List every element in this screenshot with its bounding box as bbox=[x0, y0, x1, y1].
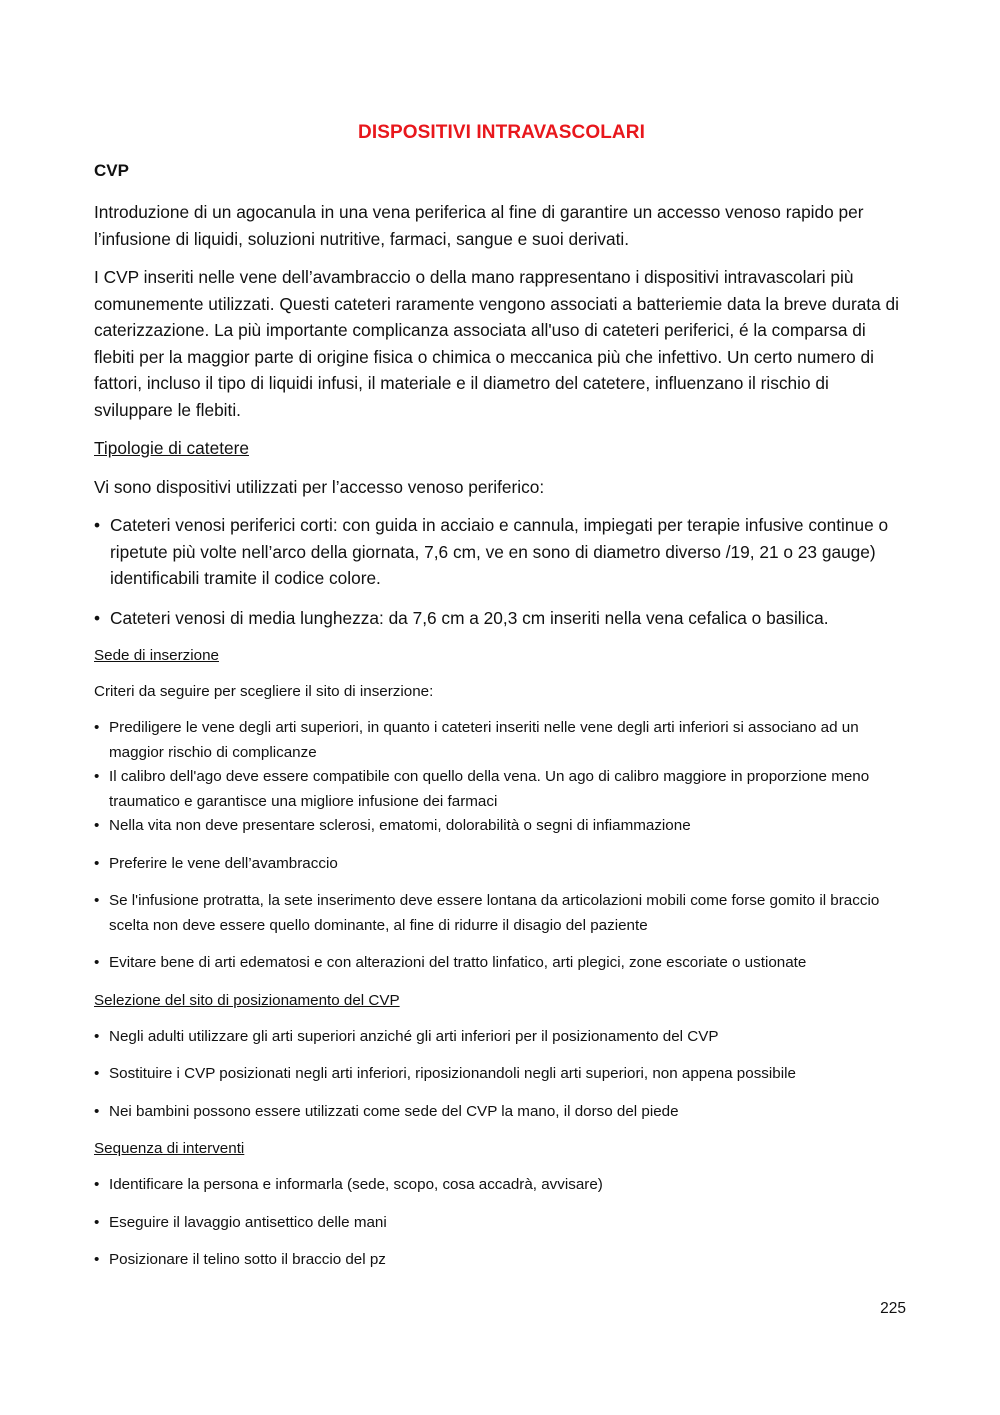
heading-selezione: Selezione del sito di posizionamento del CVP bbox=[94, 991, 400, 1009]
paragraph-cvp-description: I CVP inseriti nelle vene dell’avambraccio o della mano rappresentano i dispositivi intravascolari più comunemente utilizzati. Questi cateteri raramente vengono associati a batteriemie data la breve durata di caterizzazione. La più importante complicanza associata all'uso di cateteri periferici, é la comparsa di flebiti per la maggior parte di origine fisica o chimica o meccanica più che infettivo. Un certo numero di fattori, incluso il tipo di liquidi infusi, il materiale e il diametro del catetere, influenzano il rischio di sviluppare le flebiti. bbox=[94, 267, 899, 420]
list-item: • Eseguire il lavaggio antisettico delle mani bbox=[94, 1211, 909, 1236]
paragraph-intro: Introduzione di un agocanula in una vena periferica al fine di garantire un accesso venoso rapido per l’infusione di liquidi, soluzioni nutritive, farmaci, sangue e suoi derivati. bbox=[94, 202, 864, 249]
document-body bbox=[94, 199, 909, 1286]
list-item: • Il calibro dell'ago deve essere compatibile con quello della vena. Un ago di calibro maggiore in proporzione meno traumatico e garantisce una migliore infusione dei farmaci bbox=[94, 765, 909, 814]
tipologie-intro: Vi sono dispositivi utilizzati per l’accesso venoso periferico: bbox=[94, 476, 545, 497]
list-item: • Nella vita non deve presentare sclerosi, ematomi, dolorabilità o segni di infiammazione bbox=[94, 814, 909, 839]
heading-sequenza: Sequenza di interventi bbox=[94, 1140, 245, 1157]
list-item: • Prediligere le vene degli arti superiori, in quanto i cateteri inseriti nelle vene degli arti inferiori si associano ad un maggior rischio di complicanze bbox=[94, 716, 909, 765]
list-item: • Se l'infusione protratta, la sete inserimento deve essere lontana da articolazioni mobili come forse gomito il braccio scelta non deve essere quello dominante, al fine di ridurre il disagio del paziente bbox=[94, 889, 909, 938]
page-number: 225 bbox=[880, 1300, 906, 1317]
sede-list bbox=[94, 716, 909, 976]
tipologie-list bbox=[94, 512, 909, 631]
list-item: • Preferire le vene dell’avambraccio bbox=[94, 852, 909, 877]
selezione-list bbox=[94, 1025, 909, 1125]
sequenza-list bbox=[94, 1173, 909, 1273]
section-subtitle: CVP bbox=[94, 161, 129, 180]
list-item: • Cateteri venosi periferici corti: con guida in acciaio e cannula, impiegati per terapie infusive continue o ripetute più volte nell’arco della giornata, 7,6 cm, ve en sono di diametro diverso /19, 21 o 23 gauge) identificabili tramite il codice colore. bbox=[94, 512, 909, 592]
list-item: • Negli adulti utilizzare gli arti superiori anziché gli arti inferiori per il posizionamento del CVP bbox=[94, 1025, 909, 1050]
heading-tipologie: Tipologie di catetere bbox=[94, 438, 249, 458]
sede-intro: Criteri da seguire per scegliere il sito di inserzione: bbox=[94, 683, 434, 700]
small-text-block bbox=[94, 644, 909, 1273]
list-item: • Identificare la persona e informarla (sede, scopo, cosa accadrà, avvisare) bbox=[94, 1173, 909, 1198]
list-item: • Cateteri venosi di media lunghezza: da 7,6 cm a 20,3 cm inseriti nella vena cefalica o basilica. bbox=[94, 605, 909, 632]
list-item: • Evitare bene di arti edematosi e con alterazioni del tratto linfatico, arti plegici, zone escoriate o ustionate bbox=[94, 951, 909, 976]
list-item: • Posizionare il telino sotto il braccio del pz bbox=[94, 1248, 909, 1273]
list-item: • Nei bambini possono essere utilizzati come sede del CVP la mano, il dorso del piede bbox=[94, 1100, 909, 1125]
list-item: • Sostituire i CVP posizionati negli arti inferiori, riposizionandoli negli arti superiori, non appena possibile bbox=[94, 1062, 909, 1087]
heading-sede: Sede di inserzione bbox=[94, 647, 219, 664]
document-title: DISPOSITIVI INTRAVASCOLARI bbox=[358, 122, 645, 143]
document-page bbox=[94, 0, 909, 1415]
